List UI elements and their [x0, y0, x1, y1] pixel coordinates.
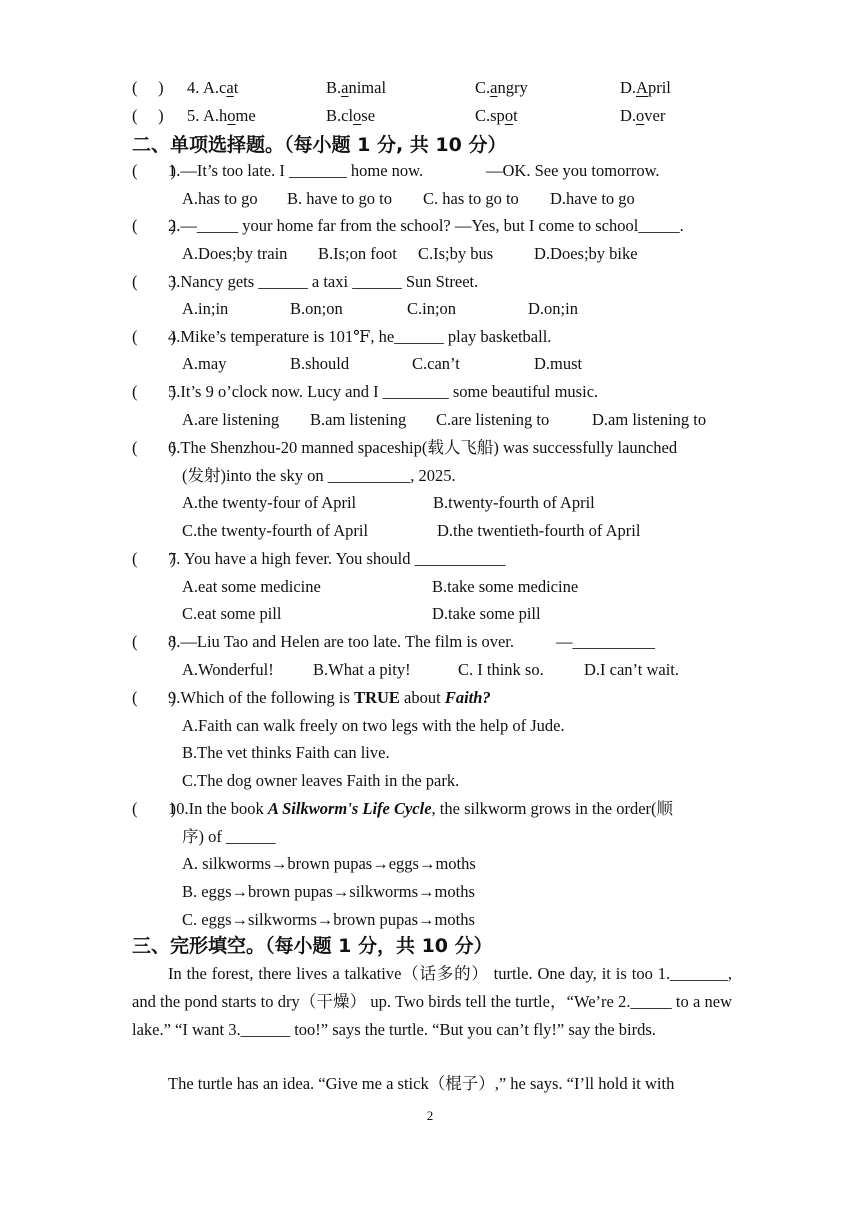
question-9-option-a-row — [0, 713, 860, 739]
section-heading-multiple-choice — [0, 130, 860, 160]
underlined-letter: o — [504, 106, 514, 125]
question-4-options — [0, 351, 860, 377]
option-d — [620, 103, 665, 129]
question-stem: 1.—It’s too late. I _______ home now. — [168, 161, 424, 180]
option-b: B.The vet thinks Faith can live. — [182, 743, 390, 762]
option-a — [203, 103, 256, 129]
question-5 — [0, 379, 860, 405]
answer-paren: ( ) — [132, 106, 164, 125]
option-d: D.Does;by bike — [534, 244, 638, 263]
question-5-options — [0, 407, 860, 433]
underlined-letter: a — [341, 78, 349, 97]
option-d — [620, 75, 671, 101]
question-6-options-row1 — [0, 490, 860, 516]
page-number: 2 — [426, 1108, 434, 1123]
section-title: 三、完形填空。（每小题 1 分，共 10 分） — [132, 935, 493, 957]
option-c: C.can’t — [412, 354, 460, 373]
option-b: B.twenty-fourth of April — [433, 493, 595, 512]
option-d: D.I can’t wait. — [584, 660, 679, 679]
option-a: A.has to go — [182, 189, 258, 208]
question-stem: 2.—_____ your home far from the school? —Yes, but I come to school_____. — [168, 216, 684, 235]
option-b: B. eggs→brown pupas→silkworms→moths — [182, 882, 475, 901]
option-c: C.are listening to — [436, 410, 550, 429]
stem-text: 10.In the book — [168, 799, 268, 818]
option-d: D.have to go — [550, 189, 635, 208]
option-c: C. I think so. — [458, 660, 544, 679]
question-9-option-c-row — [0, 768, 860, 794]
book-title: A Silkworm's Life Cycle — [267, 799, 432, 818]
option-text: B.cl — [326, 106, 354, 125]
question-9-option-b-row — [0, 740, 860, 766]
question-10 — [0, 796, 860, 822]
option-b: B.am listening — [310, 410, 407, 429]
question-1 — [0, 158, 860, 184]
underlined-letter: o — [636, 106, 645, 125]
question-2-options — [0, 241, 860, 267]
question-7-options-row1 — [0, 574, 860, 600]
option-text: ngry — [497, 78, 528, 97]
section-title: 二、单项选择题。（每小题 1 分, 共 10 分） — [132, 134, 507, 156]
option-b: B.should — [290, 354, 350, 373]
answer-paren: ( ) — [132, 78, 164, 97]
option-text: pril — [647, 78, 671, 97]
question-stem: 5.It’s 9 o’clock now. Lucy and I ________ some beautiful music. — [168, 382, 599, 401]
option-text: C.sp — [475, 106, 505, 125]
option-text: me — [235, 106, 256, 125]
question-3-options — [0, 296, 860, 322]
option-a: A.are listening — [182, 410, 280, 429]
question-3 — [0, 269, 860, 295]
option-d: D.am listening to — [592, 410, 707, 429]
option-c: C.Is;by bus — [418, 244, 494, 263]
option-text: C. — [475, 78, 491, 97]
underlined-letter: o — [353, 106, 362, 125]
option-text: A.c — [203, 78, 227, 97]
option-c: C.in;on — [407, 299, 457, 318]
option-a: A.Wonderful! — [182, 660, 274, 679]
question-stem — [168, 685, 491, 711]
option-a: A.Does;by train — [182, 244, 288, 263]
answer-paren: ( ) — [132, 438, 176, 457]
book-title: Faith? — [444, 688, 491, 707]
option-a: A. silkworms→brown pupas→eggs→moths — [182, 854, 476, 873]
answer-paren: ( ) — [132, 161, 176, 180]
option-d: D.must — [534, 354, 583, 373]
question-8-options — [0, 657, 860, 683]
option-a: A.Faith can walk freely on two legs with the help of Jude. — [182, 716, 565, 735]
question-1-options — [0, 186, 860, 212]
option-b: B. have to go to — [287, 189, 392, 208]
option-b: B.take some medicine — [432, 577, 579, 596]
answer-paren: ( ) — [132, 382, 176, 401]
option-c — [475, 103, 518, 129]
stem-text: about — [399, 688, 445, 707]
option-b: B.on;on — [290, 299, 343, 318]
option-c: C. eggs→silkworms→brown pupas→moths — [182, 910, 475, 929]
option-c: C.the twenty-fourth of April — [182, 521, 369, 540]
question-stem: 6.The Shenzhou-20 manned spaceship(载人飞船) was successfully launched — [168, 438, 678, 457]
question-6-options-row2 — [0, 518, 860, 544]
answer-paren: ( ) — [132, 216, 176, 235]
option-c: C.The dog owner leaves Faith in the park. — [182, 771, 460, 790]
option-text: nimal — [348, 78, 387, 97]
question-stem: 序) of ______ — [182, 827, 276, 846]
option-text: se — [361, 106, 376, 125]
option-text: t — [513, 106, 518, 125]
question-8 — [0, 629, 860, 655]
option-a: A.may — [182, 354, 227, 373]
option-d: D.take some pill — [432, 604, 541, 623]
underlined-letter: a — [226, 78, 234, 97]
question-stem: 8.—Liu Tao and Helen are too late. The film is over. — [168, 632, 515, 651]
option-text: D. — [620, 78, 637, 97]
option-d: D.the twentieth-fourth of April — [437, 521, 641, 540]
question-number: 4. — [187, 78, 200, 97]
option-text: B. — [326, 78, 342, 97]
stem-text: , the silkworm grows in the order(顺 — [431, 799, 674, 818]
answer-paren: ( ) — [132, 549, 176, 568]
question-2 — [0, 213, 860, 239]
option-c — [475, 75, 528, 101]
answer-paren: ( ) — [132, 632, 176, 651]
option-c: C.eat some pill — [182, 604, 282, 623]
question-10-option-b-row — [0, 879, 860, 905]
option-text: t — [233, 78, 239, 97]
section-heading-cloze — [0, 931, 860, 961]
question-4 — [0, 324, 860, 350]
question-reply: —__________ — [556, 632, 655, 651]
answer-paren: ( ) — [132, 327, 176, 346]
answer-paren: ( ) — [132, 272, 176, 291]
underlined-letter: a — [490, 78, 498, 97]
question-stem: 3.Nancy gets ______ a taxi ______ Sun Street. — [168, 272, 479, 291]
option-a: A.in;in — [182, 299, 229, 318]
answer-paren: ( ) — [132, 799, 176, 818]
option-text: D. — [620, 106, 637, 125]
phonetics-question-4 — [0, 75, 860, 101]
question-stem: 7. You have a high fever. You should ___________ — [168, 549, 506, 568]
question-7 — [0, 546, 860, 572]
stem-emphasis: TRUE — [354, 688, 400, 707]
question-stem: 4.Mike’s temperature is 101℉, he______ play basketball. — [168, 327, 552, 346]
question-reply: —OK. See you tomorrow. — [486, 161, 660, 180]
question-10-option-a-row — [0, 851, 860, 877]
question-10-continued — [0, 824, 860, 850]
question-10-option-c-row — [0, 907, 860, 933]
underlined-letter: A — [636, 78, 648, 97]
stem-text: 9.Which of the following is — [168, 688, 355, 707]
question-9 — [0, 685, 860, 711]
phonetics-question-5 — [0, 103, 860, 129]
answer-paren: ( ) — [132, 688, 176, 707]
option-text: ver — [644, 106, 666, 125]
option-a — [203, 75, 238, 101]
option-b: B.What a pity! — [313, 660, 411, 679]
option-a: A.the twenty-four of April — [182, 493, 357, 512]
question-6 — [0, 435, 860, 461]
question-7-options-row2 — [0, 601, 860, 627]
question-6-continued — [0, 463, 860, 489]
option-b — [326, 103, 375, 129]
option-d: D.on;in — [528, 299, 578, 318]
underlined-letter: o — [227, 106, 236, 125]
option-b: B.Is;on foot — [318, 244, 397, 263]
question-stem: (发射)into the sky on __________, 2025. — [182, 466, 456, 485]
cloze-paragraph-2: The turtle has an idea. “Give me a stick（棍子）,” he says. “I’ll hold it with — [168, 1074, 675, 1093]
option-a: A.eat some medicine — [182, 577, 321, 596]
question-stem — [168, 796, 673, 822]
option-text: A.h — [203, 106, 228, 125]
option-b — [326, 75, 386, 101]
cloze-paragraph-1: In the forest, there lives a talkative（话多的） turtle. One day, it is too 1._______, and the pond starts to dry（干燥） up. Two birds tell the turtle，“We’re 2._____ to a new lake.” “I want 3.______ too!” says the turtle. “But you can’t fly!” say the birds. — [132, 964, 732, 1039]
option-c: C. has to go to — [423, 189, 519, 208]
question-number: 5. — [187, 106, 200, 125]
